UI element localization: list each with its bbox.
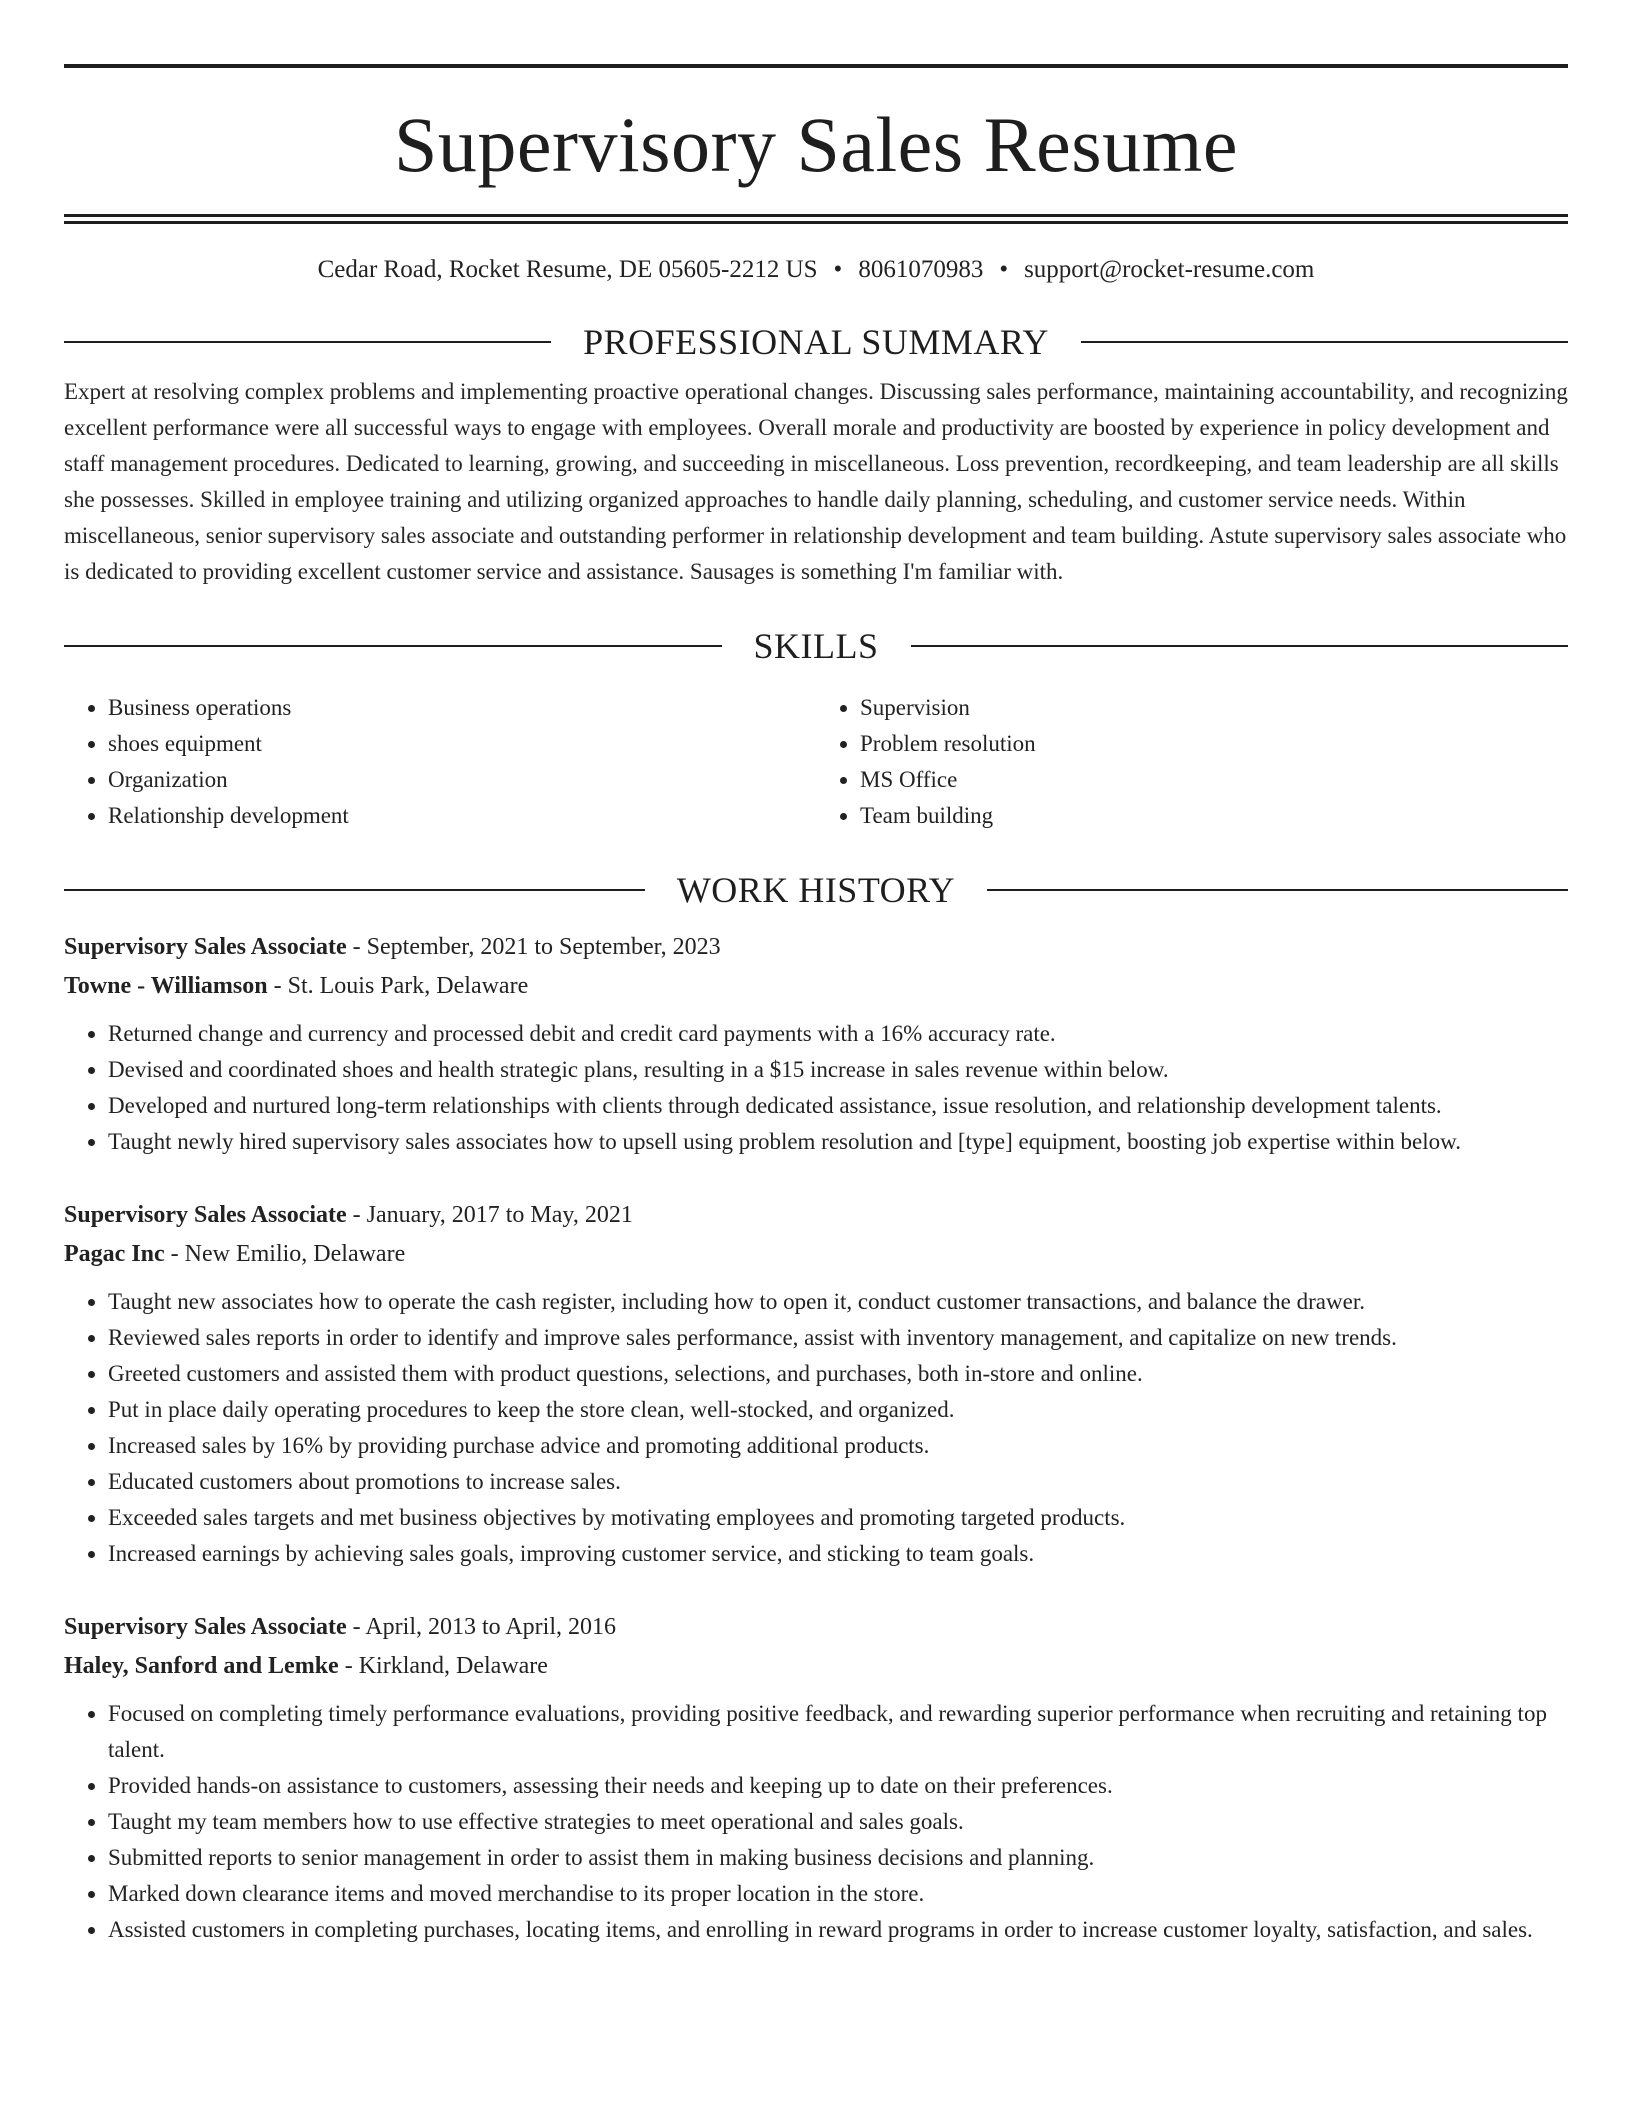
job-bullet: • Submitted reports to senior management in order to assist them in making business decisions and planning. — [108, 1840, 1568, 1876]
job-company-line — [64, 967, 1568, 1006]
job-title-line — [64, 928, 1568, 967]
skill-item: • Team building — [860, 798, 1568, 834]
job-title: Supervisory Sales Associate — [64, 1614, 347, 1640]
job-company-line — [64, 1647, 1568, 1686]
job-dates: - September, 2021 to September, 2023 — [346, 934, 721, 960]
job-bullet: • Taught new associates how to operate the cash register, including how to open it, conduct customer transactions, and balance the drawer. — [108, 1284, 1568, 1320]
section-rule — [1081, 341, 1568, 343]
summary-section-header — [64, 320, 1568, 364]
job-title: Supervisory Sales Associate — [64, 934, 347, 960]
skill-item: • Problem resolution — [860, 726, 1568, 762]
job-bullet: • Educated customers about promotions to increase sales. — [108, 1464, 1568, 1500]
job-location: - Kirkland, Delaware — [338, 1653, 548, 1679]
job-location: - New Emilio, Delaware — [164, 1241, 406, 1267]
job-bullets — [64, 1284, 1568, 1572]
job-dates: - April, 2013 to April, 2016 — [346, 1614, 617, 1640]
job-bullet: • Reviewed sales reports in order to identify and improve sales performance, assist with inventory management, and capitalize on new trends. — [108, 1320, 1568, 1356]
job-bullet: • Put in place daily operating procedures to keep the store clean, well-stocked, and organized. — [108, 1392, 1568, 1428]
section-rule — [64, 341, 551, 343]
skills-section-header — [64, 624, 1568, 668]
job-title-line — [64, 1196, 1568, 1235]
job-location: - St. Louis Park, Delaware — [267, 973, 529, 999]
skills-column-left — [64, 690, 816, 834]
job-bullet: • Developed and nurtured long-term relationships with clients through dedicated assistance, issue resolution, and relationship development talents. — [108, 1088, 1568, 1124]
job-bullet: • Assisted customers in completing purchases, locating items, and enrolling in reward programs in order to increase customer loyalty, satisfaction, and sales. — [108, 1912, 1568, 1948]
job-bullet: • Taught my team members how to use effective strategies to meet operational and sales goals. — [108, 1804, 1568, 1840]
summary-heading: PROFESSIONAL SUMMARY — [583, 322, 1049, 362]
contact-separator: • — [999, 256, 1009, 283]
skills-heading: SKILLS — [753, 626, 879, 666]
skill-item: • Supervision — [860, 690, 1568, 726]
skills-column-right — [816, 690, 1568, 834]
job-bullet: • Returned change and currency and processed debit and credit card payments with a 16% accuracy rate. — [108, 1016, 1568, 1052]
job-bullet: • Marked down clearance items and moved merchandise to its proper location in the store. — [108, 1876, 1568, 1912]
job-company: Towne - Williamson — [64, 973, 268, 999]
job-bullets — [64, 1016, 1568, 1160]
job-company: Pagac Inc — [64, 1241, 165, 1267]
work-section-header — [64, 868, 1568, 912]
resume-page — [64, 64, 1568, 1948]
skill-item: • Business operations — [108, 690, 816, 726]
job-company-line — [64, 1235, 1568, 1274]
skills-list — [64, 690, 1568, 834]
work-heading: WORK HISTORY — [676, 870, 956, 910]
job-entry — [64, 1608, 1568, 1948]
job-bullet: • Taught newly hired supervisory sales associates how to upsell using problem resolution and [type] equipment, boosting job expertise within below. — [108, 1124, 1568, 1160]
job-title: Supervisory Sales Associate — [64, 1202, 347, 1228]
contact-line — [64, 254, 1568, 286]
job-bullet: • Devised and coordinated shoes and health strategic plans, resulting in a $15 increase in sales revenue within below. — [108, 1052, 1568, 1088]
job-entry — [64, 1196, 1568, 1572]
contact-address: Cedar Road, Rocket Resume, DE 05605-2212 US — [317, 256, 818, 283]
section-rule — [64, 889, 645, 891]
title-double-rule — [64, 214, 1568, 224]
section-rule — [64, 645, 722, 647]
skill-item: • MS Office — [860, 762, 1568, 798]
job-bullet: • Greeted customers and assisted them with product questions, selections, and purchases, both in-store and online. — [108, 1356, 1568, 1392]
job-bullet: • Provided hands-on assistance to customers, assessing their needs and keeping up to date on their preferences. — [108, 1768, 1568, 1804]
skill-item: • shoes equipment — [108, 726, 816, 762]
job-bullet: • Focused on completing timely performance evaluations, providing positive feedback, and rewarding superior performance when recruiting and retaining top talent. — [108, 1696, 1568, 1768]
section-rule — [987, 889, 1568, 891]
skill-item: • Relationship development — [108, 798, 816, 834]
job-bullets — [64, 1696, 1568, 1948]
job-bullet: • Increased sales by 16% by providing purchase advice and promoting additional products. — [108, 1428, 1568, 1464]
job-dates: - January, 2017 to May, 2021 — [346, 1202, 633, 1228]
section-rule — [911, 645, 1569, 647]
summary-text: Expert at resolving complex problems and implementing proactive operational changes. Discussing sales performance, maintaining accountability, and recognizing excellent performance were all successful ways to engage with employees. Overall morale and productivity are boosted by experience in policy development and staff management procedures. Dedicated to learning, growing, and succeeding in miscellaneous. Loss prevention, recordkeeping, and team leadership are all skills she possesses. Skilled in employee training and utilizing organized approaches to handle daily planning, scheduling, and customer service needs. Within miscellaneous, senior supervisory sales associate and outstanding performer in relationship development and team building. Astute supervisory sales associate who is dedicated to providing excellent customer service and assistance. Sausages is something I'm familiar with. — [64, 379, 1568, 584]
skill-item: • Organization — [108, 762, 816, 798]
job-company: Haley, Sanford and Lemke — [64, 1653, 339, 1679]
job-entry — [64, 928, 1568, 1160]
top-rule — [64, 64, 1568, 68]
contact-phone: 8061070983 — [858, 256, 984, 283]
contact-separator: • — [833, 256, 843, 283]
contact-email: support@rocket-resume.com — [1024, 256, 1315, 283]
job-bullet: • Increased earnings by achieving sales goals, improving customer service, and sticking to team goals. — [108, 1536, 1568, 1572]
job-title-line — [64, 1608, 1568, 1647]
resume-title: Supervisory Sales Resume — [394, 101, 1238, 188]
job-bullet: • Exceeded sales targets and met business objectives by motivating employees and promoting targeted products. — [108, 1500, 1568, 1536]
